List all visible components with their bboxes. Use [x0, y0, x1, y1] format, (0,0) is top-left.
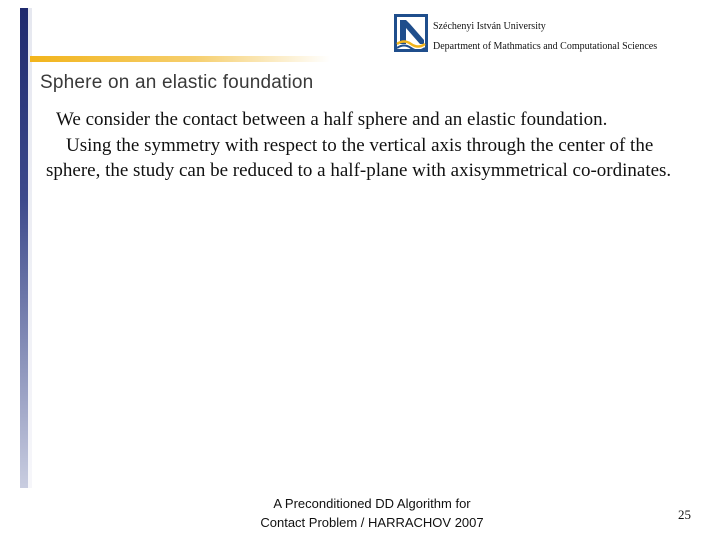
body-paragraph-2: Using the symmetry with respect to the vertical axis through the center of the sphere, the study can be reduced to a half-plane with axisymmetrical co-ordinates. — [46, 134, 672, 181]
university-logo-icon — [394, 14, 428, 52]
body-paragraph-1: We consider the contact between a half sphere and an elastic foundation. — [56, 109, 608, 130]
department-name: Department of Mathmatics and Computational Sciences — [433, 41, 658, 52]
slide-title: Sphere on an elastic foundation — [40, 72, 314, 93]
footer-caption: A Preconditioned DD Algorithm for Contact Problem / HARRACHOV 2007 — [260, 496, 484, 530]
title-underline-accent — [30, 56, 330, 62]
left-accent-bar — [20, 8, 28, 488]
slide-body — [46, 107, 686, 184]
page-number: 25 — [678, 507, 691, 522]
left-accent-shadow — [28, 8, 32, 488]
university-name: Széchenyi István University — [433, 21, 546, 32]
